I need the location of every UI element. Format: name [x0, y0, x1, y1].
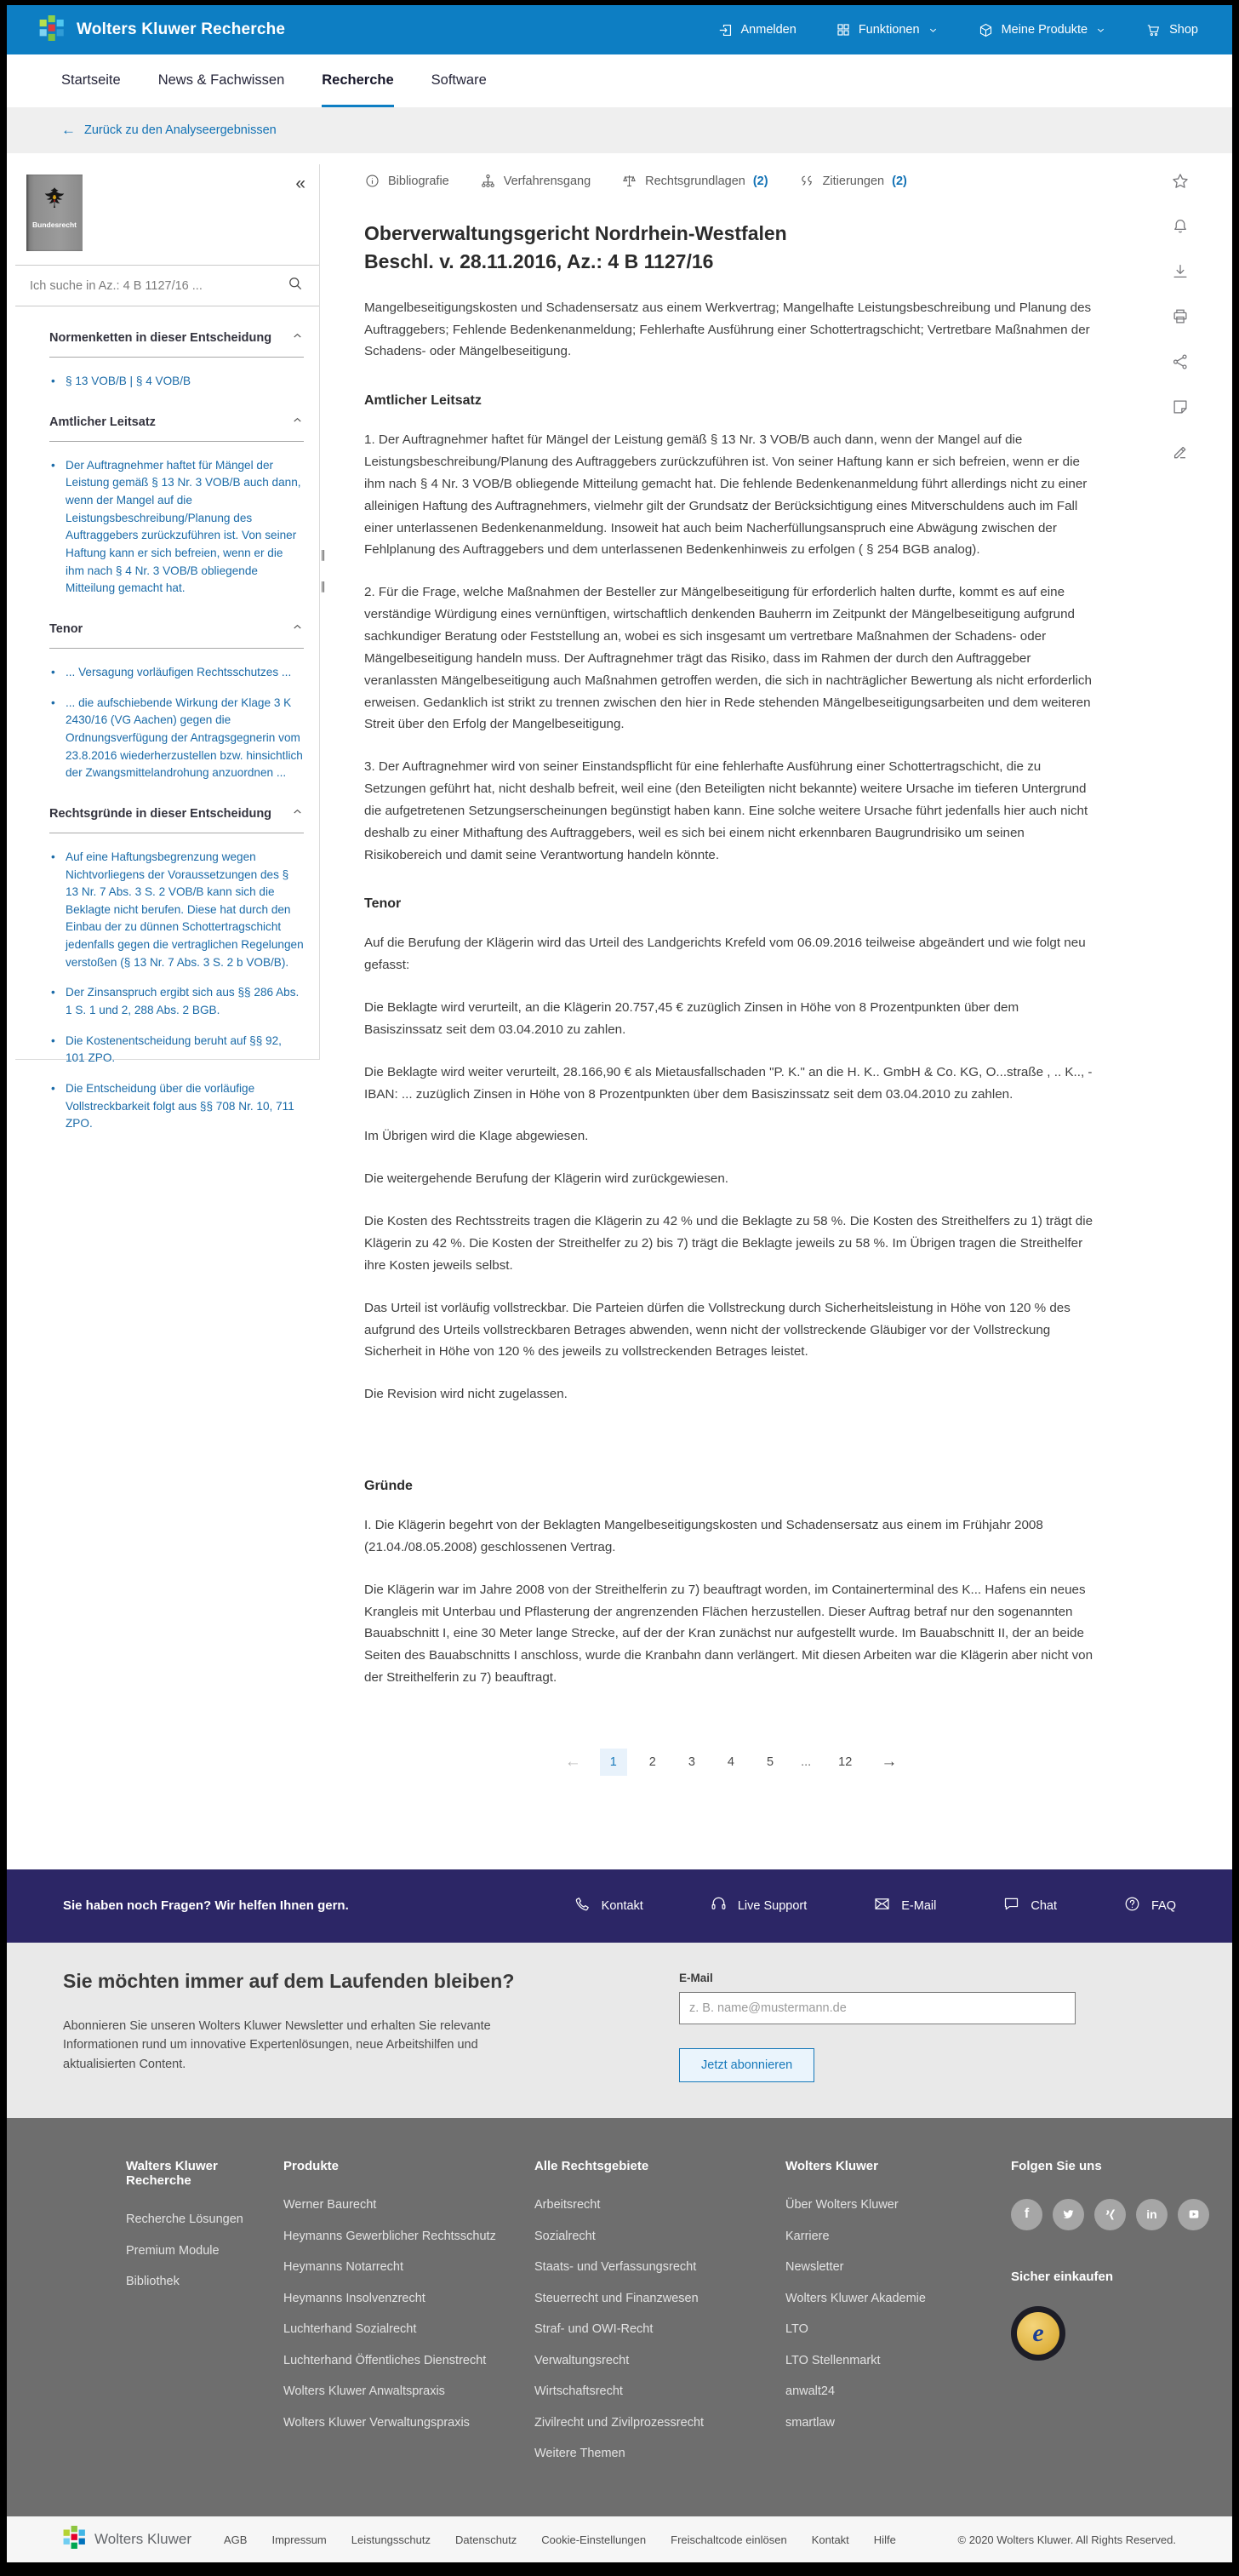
- tab-label: Verfahrensgang: [503, 174, 591, 188]
- pagination-page[interactable]: 1: [600, 1749, 627, 1776]
- sidebar-ref-link[interactable]: • Auf eine Haftungsbegrenzung wegen Nichtvorliegens der Voraussetzungen des § 13 Nr. 7 Abs. 3 S. 2 VOB/B kann sich die Beklagte nicht berufen. Diese hat durch den Einbau der zu dünnen Schottertragschicht jedenfalls gegen die vertraglichen Regelungen verstoßen (§ 13 Nr. 7 Abs. 3 S. 2 b VOB/B).: [49, 849, 304, 972]
- twitter-icon[interactable]: [1053, 2199, 1084, 2230]
- nav-item-software[interactable]: Software: [431, 72, 487, 88]
- pagination-page[interactable]: 5: [767, 1755, 774, 1769]
- back-link-label: Zurück zu den Analyseergebnissen: [84, 123, 277, 137]
- tab-count: (2): [892, 174, 907, 188]
- trusted-shops-badge-icon[interactable]: e: [1011, 2306, 1065, 2361]
- footer-column-title: Walters Kluwer Recherche: [126, 2158, 218, 2188]
- newsletter-form: [679, 1970, 1076, 2082]
- print-icon[interactable]: [1171, 307, 1190, 326]
- envelope-icon: [873, 1895, 891, 1916]
- pagination-page[interactable]: 12: [838, 1755, 853, 1769]
- contact-item-label: E-Mail: [901, 1898, 937, 1913]
- sidebar-section-header[interactable]: [49, 414, 304, 431]
- doc-paragraph: Die Klägerin war im Jahre 2008 von der Streithelferin zu 7) beauftragt worden, im Containerterminal des K... Hafens ein neues Krangleis mit Unterbau und Pflasterung der angrenzenden Flächen herzustellen. Dieser Auftrag betraf nur den sogenannten Bauabschnitt I, eine 30 Meter lange Strecke, auf der der Kran zunächst nur aufgestellt wurde. Im Bauabschnitt II, der an beide Seiten des Bauabschnitts I anschloss, wurde die Kranbahn dann verlängert. Mit diesen Arbeiten war die Klägerin aber nicht von der Streithelferin zu 7) beauftragt.: [364, 1582, 1093, 1686]
- footer-link[interactable]: Wolters Kluwer Verwaltungspraxis: [283, 2415, 470, 2430]
- sidebar-section-normenketten: [49, 329, 304, 391]
- footer-link[interactable]: Heymanns Notarrecht: [283, 2260, 404, 2275]
- arrow-left-icon: ←: [61, 122, 76, 138]
- federal-eagle-icon: [42, 185, 67, 218]
- sidebar-resize-handle[interactable]: ∥ ∥: [320, 548, 326, 592]
- footer-column: [126, 2159, 283, 2477]
- footer-link[interactable]: Recherche Lösungen: [126, 2212, 243, 2226]
- nav-item-recherche[interactable]: Recherche: [322, 72, 393, 107]
- footer-link[interactable]: Werner Baurecht: [283, 2197, 377, 2212]
- collapse-sidebar-icon[interactable]: «: [295, 174, 305, 193]
- sidebar-section-tenor: [49, 621, 304, 782]
- secure-shopping-title: Sicher einkaufen: [1011, 2269, 1114, 2284]
- doc-paragraph: 1. Der Auftragnehmer haftet für Mängel der Leistung gemäß § 13 Nr. 3 VOB/B auch dann, wenn der Mangel auf die Leistungsbeschreibung/Planung des Auftraggebers zurückzuführen ist. Von seiner Haftung kann er sich befreien, wenn er die ihm nach § 4 Nr. 3 VOB/B obliegende Mitteilung gemacht hat. Die fehlende Bedenkenanmeldung führt allerdings nicht zu einer alleinigen Haftung des Auftragnehmers, vielmehr gilt der Grundsatz der Berücksichtigung eines Mitverschuldens auch im Fall einer unterlassenen Bedenkenanmeldung. Insoweit hat auch beim Nacherfüllungsanspruch eine Abwägung zwischen der Fehlplanung des Auftraggebers und dem unterlassenen Bedenkenhinweis zu erfolgen ( § 254 BGB analog).: [364, 432, 1088, 558]
- newsletter-heading: Sie möchten immer auf dem Laufenden bleiben?: [63, 1969, 515, 1992]
- facebook-icon[interactable]: f: [1011, 2199, 1042, 2230]
- contact-faq-button[interactable]: [1123, 1895, 1176, 1916]
- cube-icon: [978, 22, 994, 38]
- tab-label: Zitierungen: [822, 174, 885, 188]
- brand-title: Wolters Kluwer Recherche: [77, 20, 286, 38]
- sidebar-ref-link[interactable]: • § 13 VOB/B | § 4 VOB/B: [49, 373, 304, 391]
- login-label: Anmelden: [740, 23, 796, 37]
- sidebar-section-title: Tenor: [49, 621, 83, 636]
- footer-link[interactable]: Luchterhand Öffentliches Dienstrecht: [283, 2353, 487, 2367]
- doc-paragraph: Die Beklagte wird verurteilt, an die Klägerin 20.757,45 € zuzüglich Zinsen in Höhe von 8 Prozentpunkten über dem Basiszinssatz seit dem 03.04.2010 zu zahlen.: [364, 1000, 1019, 1037]
- footer-link[interactable]: smartlaw: [785, 2415, 836, 2430]
- bottom-bar-link[interactable]: Impressum: [271, 2533, 327, 2546]
- newsletter-email-input[interactable]: [679, 1992, 1076, 2024]
- sidebar-section-header[interactable]: [49, 329, 304, 346]
- chevron-up-icon: [291, 329, 304, 346]
- footer-column-title: Produkte: [283, 2158, 340, 2173]
- document-search-input[interactable]: [30, 279, 287, 293]
- tab-bibliografie[interactable]: [364, 173, 449, 189]
- sidebar-section-title: Normenketten in dieser Entscheidung: [49, 331, 272, 345]
- footer-link[interactable]: Newsletter: [785, 2260, 844, 2275]
- footer-column-title: Wolters Kluwer: [785, 2158, 878, 2173]
- document-body: [364, 297, 1098, 1689]
- tab-rechtsgrundlagen[interactable]: [621, 173, 768, 189]
- footer-link[interactable]: Heymanns Gewerblicher Rechtsschutz: [283, 2229, 496, 2243]
- sidebar-section-leitsatz: [49, 414, 304, 598]
- functions-label: Funktionen: [858, 23, 920, 37]
- footer-link[interactable]: anwalt24: [785, 2384, 836, 2399]
- sidebar-section-header[interactable]: [49, 621, 304, 638]
- court-name: Oberverwaltungsgericht Nordrhein-Westfalen: [364, 222, 787, 244]
- top-bar-menu: [717, 22, 1198, 38]
- back-to-results-link[interactable]: [61, 122, 277, 139]
- contact-bar-text: Sie haben noch Fragen? Wir helfen Ihnen gern.: [63, 1898, 349, 1914]
- bottom-bar-link[interactable]: Freischaltcode einlösen: [671, 2533, 787, 2546]
- footer-link-columns: [126, 2159, 1011, 2477]
- newsletter-section: [7, 1943, 1232, 2118]
- footer-link[interactable]: Über Wolters Kluwer: [785, 2197, 899, 2212]
- doc-paragraph: Die Beklagte wird weiter verurteilt, 28.166,90 € als Mietausfallschaden "P. K." an die H. K.. GmbH & Co. KG, O...straße , .. K.., - IBAN: ... zuzüglich Zinsen in Höhe von 8 Prozentpunkten über dem Basiszinssatz seit dem 03.04.2010 zu zahlen.: [364, 1064, 1093, 1102]
- footer-link[interactable]: Karriere: [785, 2229, 830, 2243]
- shop-label: Shop: [1169, 23, 1198, 37]
- contact-item-label: Kontakt: [601, 1898, 643, 1913]
- doc-paragraph: I. Die Klägerin begehrt von der Beklagten Mangelbeseitigungskosten und Schadensersatz aus einem im Frühjahr 2008 (21.04./08.05.2008) geschlossenen Vertrag.: [364, 1518, 1043, 1554]
- share-icon[interactable]: [1171, 352, 1190, 371]
- sidebar-ref-link[interactable]: • Der Auftragnehmer haftet für Mängel der Leistung gemäß § 13 Nr. 3 VOB/B auch dann, wenn der Mangel auf die Leistungsbeschreibung/Planung des Auftraggebers zurückzuführen ist. Von seiner Haftung kann er sich befreien, wenn er die ihm nach § 4 Nr. 3 VOB/B obliegende Mitteilung gemacht hat.: [49, 457, 304, 598]
- pagination-page[interactable]: 4: [727, 1755, 734, 1769]
- sitemap-icon: [480, 173, 496, 189]
- document-tabs: [364, 173, 1098, 189]
- info-icon: [364, 173, 380, 189]
- subscribe-button[interactable]: Jetzt abonnieren: [679, 2048, 814, 2082]
- bundesrecht-book-cover[interactable]: [26, 175, 83, 251]
- doc-paragraph: Die Kosten des Rechtsstreits tragen die Klägerin zu 42 % und die Beklagte zu 58 %. Die Kosten des Streithelfers zu 1) trägt die Klägerin zu 42 %. Die Kosten der Streithelfer zu 2) bis 7) trägt die Beklagte jeweils zu 58 %. Im Übrigen tragen die Streithelfer ihre Kosten jeweils selbst.: [364, 1214, 1093, 1273]
- pagination-ellipsis: ...: [801, 1755, 812, 1769]
- footer-link[interactable]: Heymanns Insolvenzrecht: [283, 2291, 425, 2305]
- document-title: [364, 220, 1098, 277]
- bottom-bar-link[interactable]: Datenschutz: [455, 2533, 517, 2546]
- footer-column: [785, 2159, 1011, 2477]
- tab-label: Bibliografie: [388, 174, 449, 188]
- doc-paragraph: Auf die Berufung der Klägerin wird das Urteil des Landgerichts Krefeld vom 06.09.2016 teilweise abgeändert und wie folgt neu gefasst:: [364, 936, 1086, 973]
- phone-icon: [574, 1895, 591, 1916]
- doc-paragraph: Das Urteil ist vorläufig vollstreckbar. Die Parteien dürfen die Vollstreckung durch Sicherheitsleistung in Höhe von 120 % des aufgrund des Urteils vollstreckbaren Betrages abwenden, wenn nicht der vollstreckende Gläubiger vor der Vollstreckung Sicherheit in Höhe von 120 % des jeweils zu vollstreckenden Betrages leistet.: [364, 1300, 1071, 1360]
- footer-column-title: Alle Rechtsgebiete: [534, 2158, 649, 2173]
- wolters-kluwer-logo-icon: [39, 15, 65, 45]
- footer-link[interactable]: LTO Stellenmarkt: [785, 2353, 881, 2367]
- document-toolbar: [1171, 172, 1190, 461]
- question-icon: [1123, 1895, 1141, 1916]
- email-label: E-Mail: [679, 1971, 713, 1984]
- contact-item-label: FAQ: [1150, 1898, 1176, 1913]
- document-search: [15, 265, 319, 306]
- sidebar-section-rechtsgruende: [49, 805, 304, 1133]
- footer-column: [534, 2159, 785, 2477]
- nav-item-startseite[interactable]: Startseite: [61, 72, 121, 88]
- contact-bar-items: [574, 1895, 1176, 1916]
- login-button[interactable]: [717, 22, 796, 38]
- doc-section-heading: Gründe: [364, 1479, 413, 1494]
- chevron-down-icon: [928, 25, 939, 36]
- footer-link[interactable]: Premium Module: [126, 2243, 220, 2258]
- note-icon[interactable]: [1171, 398, 1190, 416]
- bottom-bar-link[interactable]: Kontakt: [811, 2533, 849, 2546]
- footer-link[interactable]: Sozialrecht: [534, 2229, 596, 2243]
- doc-section-heading: Amtlicher Leitsatz: [364, 393, 482, 409]
- doc-paragraph: Mangelbeseitigungskosten und Schadensersatz aus einem Werkvertrag; Mangelhafte Leistungsbeschreibung und Planung des Auftraggebers; Fehlende Bedenkenanmeldung; Fehlerhafte Ausführung einer Schottertragschicht; Vertretbare Maßnahmen der Schadens- oder Mängelbeseitigung.: [364, 300, 1092, 359]
- copyright-text: © 2020 Wolters Kluwer. All Rights Reserved.: [957, 2533, 1176, 2546]
- contact-live-support-button[interactable]: [710, 1895, 807, 1916]
- document-main: [364, 164, 1098, 1776]
- footer-link[interactable]: Staats- und Verfassungsrecht: [534, 2260, 697, 2275]
- footer-link[interactable]: Arbeitsrecht: [534, 2197, 601, 2212]
- search-icon[interactable]: [287, 275, 304, 296]
- wolters-kluwer-logo-icon: [63, 2526, 86, 2553]
- pagination-page[interactable]: 3: [688, 1755, 695, 1769]
- pagination-next-icon[interactable]: →: [881, 1752, 898, 1771]
- tab-label: Rechtsgrundlagen: [645, 174, 745, 188]
- bottom-bar-links: [224, 2533, 896, 2546]
- chevron-up-icon: [291, 414, 304, 431]
- doc-paragraph: 3. Der Auftragnehmer wird von seiner Einstandspflicht für eine fehlerhafte Ausführung einer Schottertragschicht, die zu Setzungen geführt hat, nicht deshalb befreit, weil eine (den Beteiligten nicht bekannte) weitere Ursache im tieferen Untergrund die aufgetretenen Setzungserscheinungen begünstigt haben kann. Eine solche weitere Ursache führt jedenfalls hier auch nicht deshalb zu einer Mithaftung des Auftraggebers, weil es sich bei einem nicht erkennbaren Baugrundrisiko um seinen Risikobereich und damit seine Verantwortung handeln könnte.: [364, 759, 1088, 862]
- contact-chat-button[interactable]: [1002, 1895, 1057, 1916]
- sidebar-ref-link[interactable]: • Die Entscheidung über die vorläufige Vollstreckbarkeit folgt aus §§ 708 Nr. 10, 711 ZPO.: [49, 1080, 304, 1133]
- bottom-bar-link[interactable]: Hilfe: [873, 2533, 896, 2546]
- quote-icon: [799, 173, 815, 189]
- top-bar: [7, 5, 1232, 54]
- tab-verfahrensgang[interactable]: [480, 173, 591, 189]
- decision-reference: Beschl. v. 28.11.2016, Az.: 4 B 1127/16: [364, 250, 714, 273]
- breadcrumb-band: [7, 107, 1232, 153]
- bottom-bar-link[interactable]: Leistungsschutz: [351, 2533, 431, 2546]
- favorite-star-icon[interactable]: [1171, 172, 1190, 191]
- bottom-brand[interactable]: [63, 2526, 191, 2553]
- shop-button[interactable]: [1145, 22, 1198, 38]
- sidebar-section-title: Rechtsgründe in dieser Entscheidung: [49, 806, 272, 821]
- bottom-bar-link[interactable]: AGB: [224, 2533, 248, 2546]
- doc-paragraph: 2. Für die Frage, welche Maßnahmen der Besteller zur Mängelbeseitigung für erforderlich halten durfte, kommt es auf eine verständige Würdigung eines vernünftigen, wirtschaftlich denkenden Bauherrn im Zeitpunkt der Mängelbeseitigung aufgrund sachkundiger Beratung oder Feststellung an, wobei es sich insgesamt um vertretbare Maßnahmen der Schadens- oder Mängelbeseitigung handeln muss. Der Auftragnehmer trägt das Risiko, dass im Rahmen der durch den Auftraggeber veranlassten Mängelbeseitigung auch Maßnahmen getroffen werden, die sich in nachträglicher Bewertung als nicht erforderlich erweisen. Gedanklich ist strikt zu trennen zwischen den hier in Rede stehenden Mängelbeseitigungsarbeiten und dem weiteren Streit über den Erfolg der Mangelbeseitigung.: [364, 585, 1092, 732]
- follow-us-title: Folgen Sie uns: [1011, 2158, 1102, 2173]
- chat-icon: [1002, 1895, 1020, 1916]
- tab-count: (2): [752, 174, 768, 188]
- content-area: [7, 153, 1232, 1869]
- alert-bell-icon[interactable]: [1171, 217, 1190, 236]
- footer-follow-column: [1011, 2159, 1224, 2477]
- doc-section-heading: Tenor: [364, 896, 402, 912]
- contact-email-button[interactable]: [873, 1895, 936, 1916]
- functions-menu[interactable]: [836, 22, 939, 37]
- bottom-brand-name: Wolters Kluwer: [94, 2531, 191, 2548]
- youtube-icon[interactable]: [1178, 2199, 1209, 2230]
- sidebar-ref-link[interactable]: • Der Zinsanspruch ergibt sich aus §§ 286 Abs. 1 S. 1 und 2, 288 Abs. 2 BGB.: [49, 984, 304, 1019]
- footer: [7, 2118, 1232, 2516]
- footer-link[interactable]: Wolters Kluwer Akademie: [785, 2291, 926, 2305]
- nav-item-news-fachwissen[interactable]: News & Fachwissen: [157, 72, 285, 88]
- chevron-up-icon: [291, 805, 304, 822]
- sidebar-ref-link[interactable]: • ... die aufschiebende Wirkung der Klage 3 K 2430/16 (VG Aachen) gegen die Ordnungsverfügung der Antragsgegnerin vom 23.8.2016 wiederherzustellen bzw. hinsichtlich der Zwangsmittelandrohung anzuordnen ...: [49, 695, 304, 782]
- footer-link[interactable]: Wirtschaftsrecht: [534, 2384, 623, 2399]
- footer-link[interactable]: Weitere Themen: [534, 2447, 625, 2461]
- newsletter-body: Abonnieren Sie unseren Wolters Kluwer Newsletter und erhalten Sie relevante Informationen rund um innovative Expertenlösungen, neue Arbeitshilfen und aktualisierten Content.: [63, 2018, 491, 2071]
- book-cover-label: Bundesrecht: [32, 220, 77, 229]
- chevron-up-icon: [291, 621, 304, 638]
- doc-paragraph: Die weitergehende Berufung der Klägerin wird zurückgewiesen.: [364, 1171, 729, 1187]
- sidebar-section-header[interactable]: [49, 805, 304, 822]
- contact-kontakt-button[interactable]: [574, 1895, 643, 1916]
- my-products-menu[interactable]: [978, 22, 1107, 38]
- brand-logo[interactable]: [39, 15, 285, 45]
- social-icons: [1011, 2199, 1224, 2230]
- footer-link[interactable]: Steuerrecht und Finanzwesen: [534, 2291, 699, 2305]
- page: [7, 5, 1232, 2562]
- sidebar-section-title: Amtlicher Leitsatz: [49, 415, 156, 429]
- linkedin-icon[interactable]: in: [1136, 2199, 1168, 2230]
- footer-link[interactable]: Luchterhand Sozialrecht: [283, 2322, 417, 2337]
- pagination-page[interactable]: 2: [648, 1755, 656, 1769]
- contact-item-label: Live Support: [737, 1898, 808, 1913]
- tab-zitierungen[interactable]: [799, 173, 907, 189]
- footer-link[interactable]: Verwaltungsrecht: [534, 2353, 630, 2367]
- grid-icon: [836, 22, 851, 37]
- footer-link[interactable]: LTO: [785, 2322, 808, 2337]
- footer-link[interactable]: Bibliothek: [126, 2275, 180, 2289]
- footer-link[interactable]: Zivilrecht und Zivilprozessrecht: [534, 2415, 705, 2430]
- bottom-bar: [7, 2516, 1232, 2562]
- xing-icon[interactable]: [1094, 2199, 1126, 2230]
- footer-link[interactable]: Wolters Kluwer Anwaltspraxis: [283, 2384, 445, 2399]
- login-icon: [717, 22, 734, 38]
- sidebar-ref-link[interactable]: • ... Versagung vorläufigen Rechtsschutzes ...: [49, 664, 304, 682]
- footer-link[interactable]: Straf- und OWI-Recht: [534, 2322, 654, 2337]
- contact-item-label: Chat: [1031, 1898, 1057, 1913]
- contact-bar: [7, 1869, 1232, 1943]
- chevron-down-icon: [1095, 25, 1106, 36]
- doc-paragraph: Die Revision wird nicht zugelassen.: [364, 1387, 568, 1402]
- doc-paragraph: Im Übrigen wird die Klage abgewiesen.: [364, 1129, 589, 1144]
- annotate-pen-icon[interactable]: [1171, 443, 1190, 461]
- download-icon[interactable]: [1171, 262, 1190, 281]
- sidebar-ref-link[interactable]: • Die Kostenentscheidung beruht auf §§ 92, 101 ZPO.: [49, 1033, 304, 1068]
- pagination: [364, 1749, 1098, 1776]
- bottom-bar-link[interactable]: Cookie-Einstellungen: [541, 2533, 647, 2546]
- pagination-prev-icon[interactable]: ←: [564, 1752, 581, 1771]
- headset-icon: [710, 1895, 728, 1916]
- cart-icon: [1145, 22, 1162, 38]
- footer-column: [283, 2159, 534, 2477]
- scales-icon: [621, 173, 637, 189]
- document-sidebar: [15, 164, 326, 1131]
- my-products-label: Meine Produkte: [1001, 23, 1088, 37]
- main-nav: [7, 54, 1232, 107]
